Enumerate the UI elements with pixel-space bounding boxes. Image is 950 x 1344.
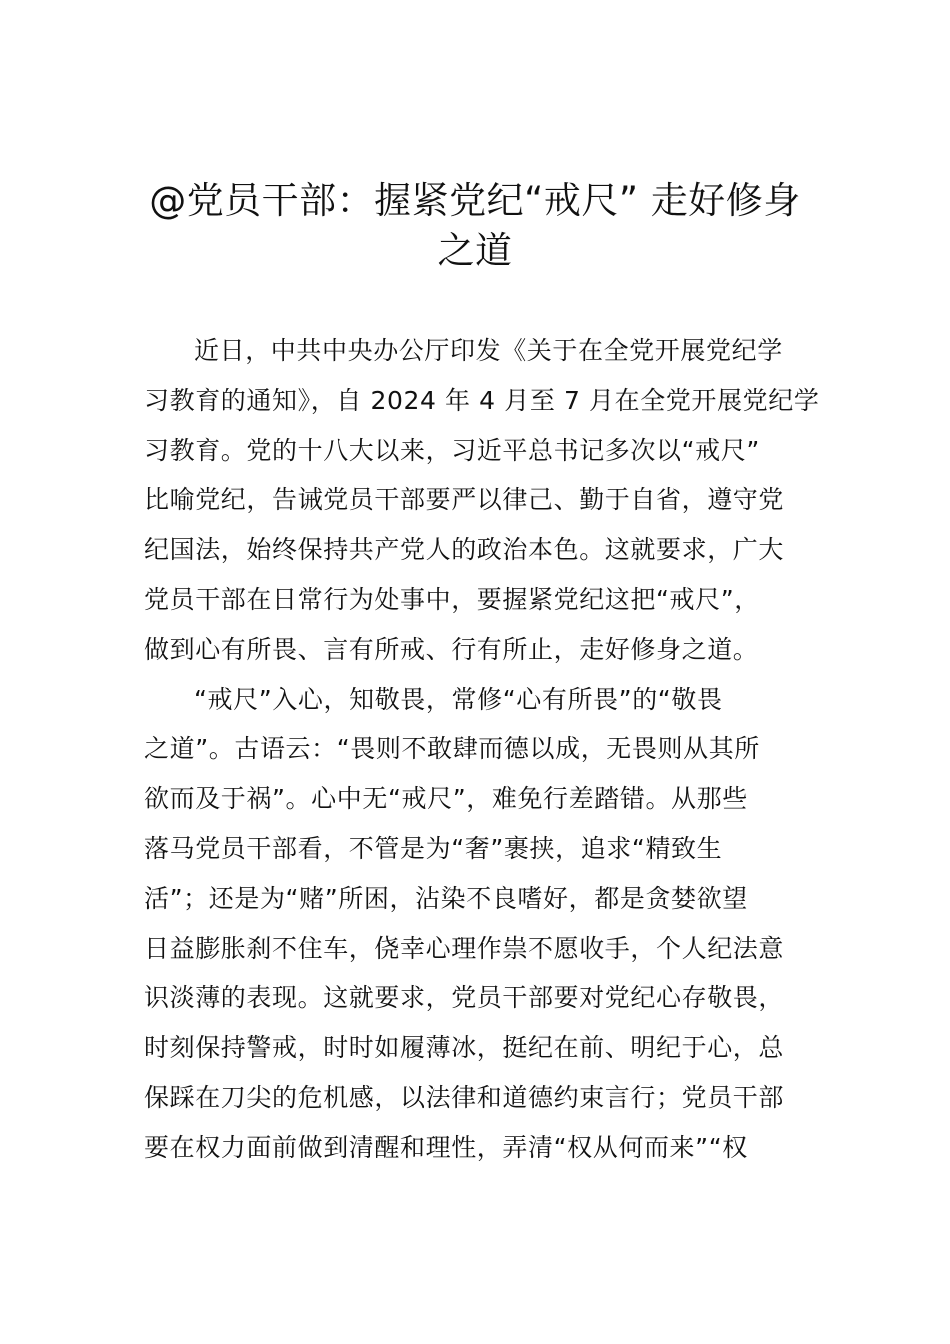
paragraph-1	[144, 326, 820, 675]
paragraph-line: 近日，中共中央办公厅印发《关于在全党开展党纪学	[194, 336, 783, 365]
paragraph-line: 欲而及于祸”。心中无“戒尺”，难免行差踏错。从那些	[144, 784, 748, 814]
document-title	[120, 176, 830, 276]
paragraph-line: 识淡薄的表现。这就要求，党员干部要对党纪心存敬畏，	[144, 983, 785, 1013]
paragraph-line: “戒尺”入心，知敬畏，常修“心有所畏”的“敬畏	[194, 684, 723, 714]
paragraph-2	[144, 675, 794, 1173]
title-line-1: @党员干部：握紧党纪“戒尺” 走好修身	[149, 179, 801, 222]
title-line-2: 之道	[437, 229, 513, 272]
document-body	[144, 326, 820, 1173]
paragraph-line: 落马党员干部看，不管是为“奢”裹挟，追求“精致生	[144, 833, 723, 863]
paragraph-line: 之道”。古语云：“畏则不敢肆而德以成，无畏则从其所	[144, 734, 760, 764]
paragraph-line: 活”；还是为“赌”所困，沾染不良嗜好，都是贪婪欲望	[144, 883, 748, 913]
paragraph-line: 习教育。党的十八大以来，习近平总书记多次以“戒尺”	[144, 435, 760, 465]
paragraph-line: 日益膨胀刹不住车，侥幸心理作祟不愿收手，个人纪法意	[144, 933, 785, 963]
paragraph-line: 党员干部在日常行为处事中，要握紧党纪这把“戒尺”，	[144, 584, 760, 614]
paragraph-line: 习教育的通知》，自 2024 年 4 月至 7 月在全党开展党纪学	[144, 385, 820, 415]
paragraph-line: 比喻党纪，告诫党员干部要严以律己、勤于自省，遵守党	[144, 485, 785, 515]
paragraph-line: 做到心有所畏、言有所戒、行有所止，走好修身之道。	[144, 634, 759, 664]
paragraph-line: 时刻保持警戒，时时如履薄冰，挺纪在前、明纪于心，总	[144, 1033, 785, 1063]
paragraph-line: 保踩在刀尖的危机感，以法律和道德约束言行；党员干部	[144, 1082, 785, 1112]
paragraph-line: 要在权力面前做到清醒和理性，弄清“权从何而来”“权	[144, 1132, 748, 1162]
paragraph-line: 纪国法，始终保持共产党人的政治本色。这就要求，广大	[144, 535, 785, 565]
